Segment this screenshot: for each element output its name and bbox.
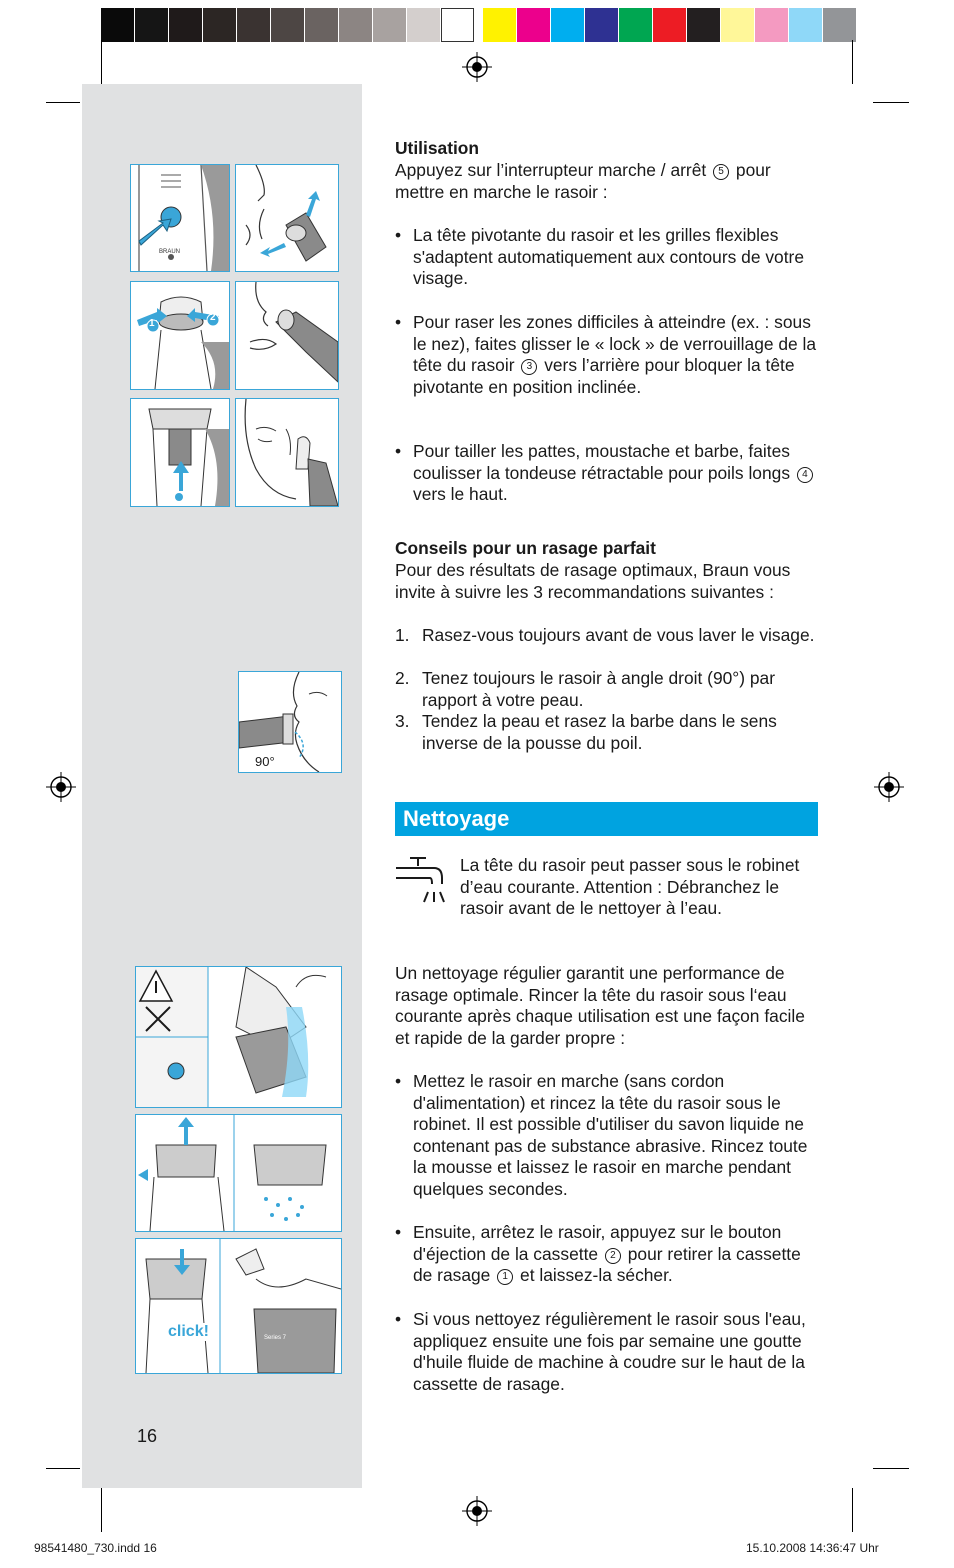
crop-mark (873, 1468, 909, 1469)
colour-swatch (619, 8, 652, 42)
colour-swatch (789, 8, 822, 42)
click-label: click! (168, 1323, 209, 1340)
colour-swatch (823, 8, 856, 42)
callout-2: 2 (605, 1248, 621, 1264)
callout-5: 5 (713, 164, 729, 180)
crop-mark (873, 102, 909, 103)
illustration-eject-cassette (135, 1114, 342, 1232)
illustration-sideburn-trim (235, 398, 339, 507)
crop-mark (46, 102, 80, 103)
callout-4: 4 (797, 467, 813, 483)
step-number-1: 1 (149, 318, 155, 329)
utilisation-title: Utilisation (395, 138, 480, 158)
colour-swatch (585, 8, 618, 42)
utilisation-intro: Appuyez sur l’interrupteur marche / arrêt 5 pour mettre en marche le rasoir : (395, 160, 771, 202)
colour-swatch (135, 8, 168, 42)
illustration-pivot-head (235, 164, 339, 272)
illustration-rinse-tap (135, 966, 342, 1108)
registration-mark-icon (46, 772, 76, 802)
colour-swatch (551, 8, 584, 42)
colour-swatch (203, 8, 236, 42)
colour-swatch (237, 8, 270, 42)
section-header-nettoyage (395, 802, 818, 836)
colour-swatch (169, 8, 202, 42)
registration-mark-icon (874, 772, 904, 802)
colour-swatch (339, 8, 372, 42)
colour-swatch (305, 8, 338, 42)
illustration-trimmer-up (130, 398, 230, 507)
footer-date: 15.10.2008 14:36:47 Uhr (746, 1541, 879, 1555)
colour-swatch (483, 8, 516, 42)
colour-swatch (407, 8, 440, 42)
nettoyage-paragraph: Un nettoyage régulier garantit une performance de rasage optimale. Rincer la tête du rasoir sous l‘eau courante après chaque utilisation est une façon facile et rapide de la garder propre : (395, 963, 805, 1048)
callout-1: 1 (497, 1269, 513, 1285)
illustration-switch-on (130, 164, 230, 272)
illustration-90-degree (238, 671, 342, 773)
colour-swatch (271, 8, 304, 42)
crop-mark (852, 1488, 853, 1532)
registration-mark-icon (462, 1496, 492, 1526)
crop-mark (101, 40, 102, 84)
step-number-2: 2 (210, 312, 216, 323)
footer-file: 98541480_730.indd 16 (34, 1541, 157, 1555)
tap-warning: La tête du rasoir peut passer sous le robinet d’eau courante. Attention : Débranchez le rasoir avant de le nettoyer à l’eau. (460, 855, 800, 919)
colour-swatch (687, 8, 720, 42)
series-label: Series 7 (264, 1335, 287, 1341)
brand-label: BRAUN (159, 249, 181, 255)
angle-label: 90° (255, 754, 275, 769)
colour-swatch (101, 8, 134, 42)
colour-swatch (441, 8, 474, 42)
registration-mark-icon (462, 52, 492, 82)
crop-mark (101, 1488, 102, 1532)
conseils-intro: Pour des résultats de rasage optimaux, Braun vous invite à suivre les 3 recommandations suivantes : (395, 560, 791, 602)
colour-swatch (373, 8, 406, 42)
section-title: Nettoyage (403, 806, 510, 831)
page-number: 16 (137, 1426, 158, 1446)
illustration-oil-cassette (135, 1238, 342, 1374)
colour-swatch (653, 8, 686, 42)
illustration-nose-shave (235, 281, 339, 390)
callout-3: 3 (521, 359, 537, 375)
water-tap-icon (394, 856, 446, 906)
colour-swatch (517, 8, 550, 42)
conseils-title: Conseils pour un rasage parfait (395, 538, 656, 558)
crop-mark (852, 40, 853, 84)
colour-swatch (721, 8, 754, 42)
colour-swatch (755, 8, 788, 42)
crop-mark (46, 1468, 80, 1469)
illustration-lock-switch (130, 281, 230, 390)
